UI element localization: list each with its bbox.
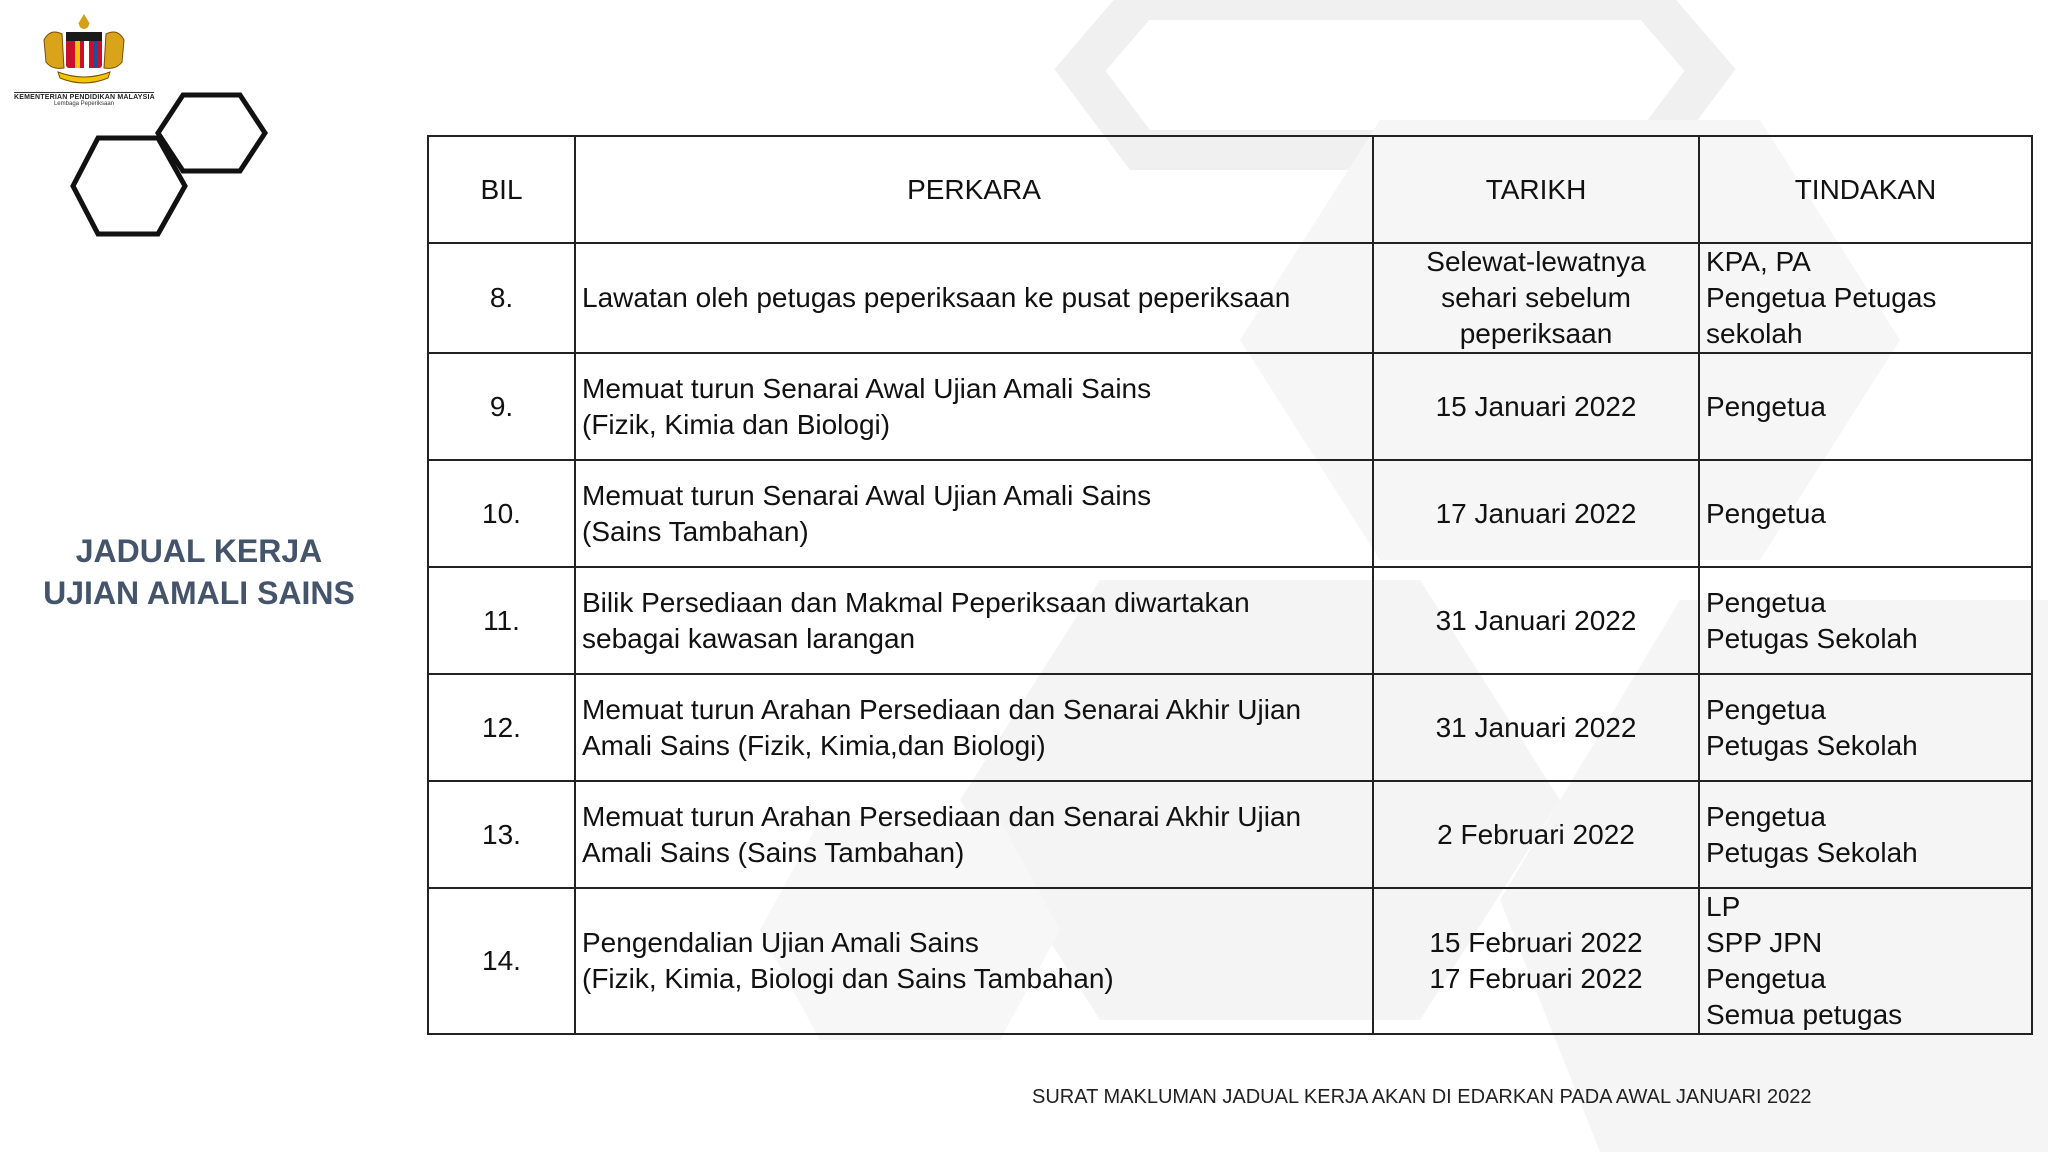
cell-perkara-line: sebagai kawasan larangan — [582, 622, 916, 654]
cell-tarikh-line: peperiksaan — [1459, 318, 1613, 349]
page-title-line1: JADUAL KERJA — [75, 533, 323, 569]
cell-perkara — [575, 567, 1373, 674]
cell-tindakan-line: Petugas Sekolah — [1706, 622, 1918, 654]
cell-tarikh — [1373, 781, 1699, 888]
cell-perkara-line: Memuat turun Arahan Persediaan dan Senarai Akhir Ujian — [582, 800, 1302, 832]
logo-org-name: KEMENTERIAN PENDIDIKAN MALAYSIA — [14, 94, 155, 101]
table-row — [428, 781, 2032, 888]
cell-perkara-line: Memuat turun Arahan Persediaan dan Senarai Akhir Ujian — [582, 693, 1302, 725]
cell-tindakan-line: Pengetua — [1706, 497, 1826, 529]
cell-tindakan-line: KPA, PA — [1706, 246, 1811, 277]
cell-tarikh — [1373, 243, 1699, 353]
cell-tarikh — [1373, 567, 1699, 674]
cell-tarikh-line: 17 Januari 2022 — [1435, 497, 1637, 529]
table-row — [428, 888, 2032, 1034]
cell-tindakan-line: Pengetua — [1706, 800, 1826, 832]
cell-tarikh-line: 15 Januari 2022 — [1435, 390, 1637, 422]
cell-tindakan-line: Pengetua — [1706, 693, 1826, 725]
cell-perkara — [575, 781, 1373, 888]
cell-perkara-line: (Fizik, Kimia, Biologi dan Sains Tambahan) — [582, 963, 1114, 994]
cell-perkara — [575, 353, 1373, 460]
logo-org-subname: Lembaga Peperiksaan — [53, 101, 115, 107]
schedule-table — [427, 135, 2033, 1035]
cell-tarikh-line: 2 Februari 2022 — [1437, 818, 1635, 850]
cell-bil: 14. — [428, 888, 575, 1034]
cell-tindakan-line: Pengetua — [1706, 390, 1826, 422]
cell-tarikh — [1373, 353, 1699, 460]
cell-tarikh-line: 15 Februari 2022 — [1429, 927, 1643, 958]
cell-tindakan — [1699, 781, 2032, 888]
table-row — [428, 460, 2032, 567]
cell-perkara-line: Memuat turun Senarai Awal Ujian Amali Sains — [582, 479, 1152, 511]
cell-tindakan-line: LP — [1706, 891, 1741, 922]
cell-bil: 12. — [428, 674, 575, 781]
cell-tindakan — [1699, 888, 2032, 1034]
cell-tarikh — [1373, 674, 1699, 781]
cell-tarikh — [1373, 888, 1699, 1034]
table-row — [428, 567, 2032, 674]
cell-tarikh-line: Selewat-lewatnya — [1426, 246, 1646, 277]
cell-tindakan — [1699, 243, 2032, 353]
cell-tarikh-line: sehari sebelum — [1441, 282, 1631, 313]
hexagon-decoration — [68, 88, 278, 243]
cell-bil: 13. — [428, 781, 575, 888]
header-tindakan: TINDAKAN — [1699, 136, 2032, 243]
page-title-line2: UJIAN AMALI SAINS — [43, 575, 355, 611]
cell-perkara-line: Memuat turun Senarai Awal Ujian Amali Sains — [582, 372, 1152, 404]
header-tarikh: TARIKH — [1373, 136, 1699, 243]
coat-of-arms-icon — [32, 10, 136, 90]
cell-tindakan-line: Semua petugas — [1706, 999, 1903, 1030]
cell-tindakan-line: Petugas Sekolah — [1706, 729, 1918, 761]
cell-tindakan — [1699, 567, 2032, 674]
cell-tindakan — [1699, 674, 2032, 781]
cell-perkara-line: (Fizik, Kimia dan Biologi) — [582, 408, 891, 440]
cell-perkara-line: Pengendalian Ujian Amali Sains — [582, 927, 979, 958]
cell-tindakan-line: Pengetua — [1706, 963, 1826, 994]
footer-note: SURAT MAKLUMAN JADUAL KERJA AKAN DI EDARKAN PADA AWAL JANUARI 2022 — [1032, 1086, 1812, 1108]
table-body — [428, 243, 2032, 1034]
cell-bil: 10. — [428, 460, 575, 567]
cell-tarikh-line: 31 Januari 2022 — [1435, 604, 1637, 636]
table-row — [428, 243, 2032, 353]
cell-bil: 8. — [428, 243, 575, 353]
cell-perkara-line: Bilik Persediaan dan Makmal Peperiksaan diwartakan — [582, 586, 1250, 618]
cell-perkara-line: Amali Sains (Sains Tambahan) — [582, 836, 965, 868]
cell-tindakan-line: Petugas Sekolah — [1706, 836, 1918, 868]
cell-tarikh-line: 17 Februari 2022 — [1429, 963, 1643, 994]
cell-perkara-line: (Sains Tambahan) — [582, 515, 809, 547]
table-row — [428, 674, 2032, 781]
cell-perkara — [575, 674, 1373, 781]
header-bil: BIL — [428, 136, 575, 243]
cell-tindakan-line: Pengetua Petugas — [1706, 282, 1937, 313]
header-perkara: PERKARA — [575, 136, 1373, 243]
cell-perkara — [575, 460, 1373, 567]
cell-bil: 11. — [428, 567, 575, 674]
cell-perkara-line: Lawatan oleh petugas peperiksaan ke pusat peperiksaan — [582, 282, 1291, 313]
cell-tindakan-line: SPP JPN — [1706, 927, 1823, 958]
table-header-row — [428, 136, 2032, 243]
cell-tindakan-line: Pengetua — [1706, 586, 1826, 618]
page-title — [24, 530, 374, 614]
cell-bil: 9. — [428, 353, 575, 460]
table-row — [428, 353, 2032, 460]
cell-perkara-line: Amali Sains (Fizik, Kimia,dan Biologi) — [582, 729, 1046, 761]
cell-tindakan — [1699, 353, 2032, 460]
cell-tarikh — [1373, 460, 1699, 567]
cell-tarikh-line: 31 Januari 2022 — [1435, 711, 1637, 743]
cell-tindakan — [1699, 460, 2032, 567]
cell-tindakan-line: sekolah — [1706, 318, 1803, 349]
cell-perkara — [575, 888, 1373, 1034]
cell-perkara — [575, 243, 1373, 353]
